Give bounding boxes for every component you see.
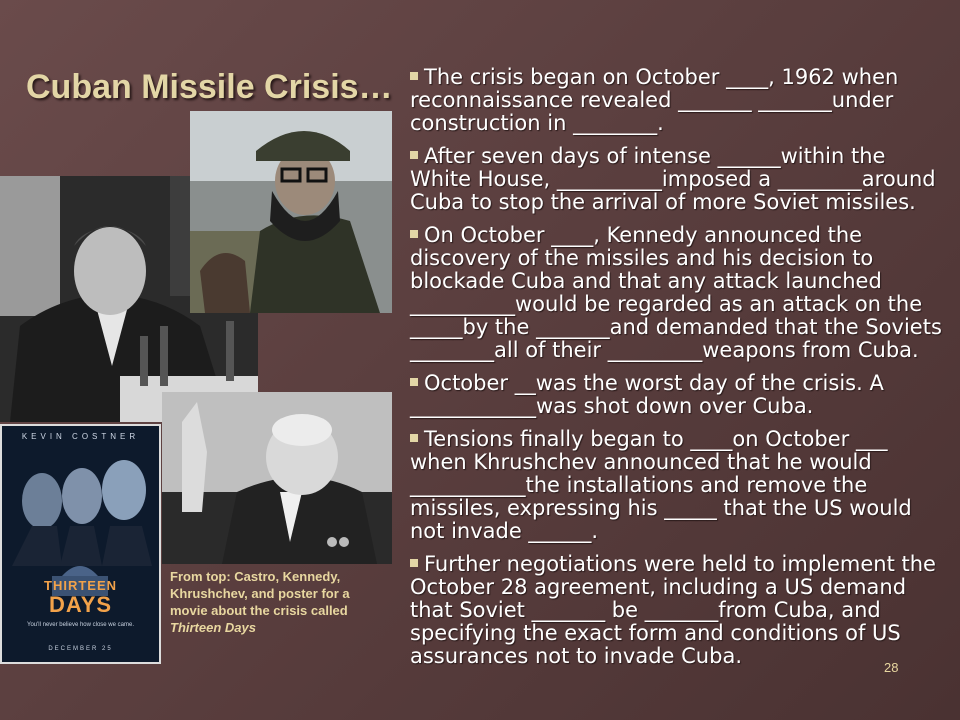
bullet-item: The crisis began on October ____, 1962 when reconnaissance revealed _______ _______under construction in ________.: [410, 66, 950, 135]
bullet-item: On October ____, Kennedy announced the discovery of the missiles and his decision to blockade Cuba and that any attack launched __________would be regarded as an attack on the _____by the _______and demanded that the Soviets ________all of their _________weapons from Cuba.: [410, 224, 950, 362]
page-number: 28: [884, 660, 899, 675]
caption-text: From top: Castro, Kennedy, Khrushchev, and poster for a movie about the crisis called: [170, 569, 350, 618]
poster-tagline: You'll never believe how close we came.: [27, 622, 134, 628]
bullet-item: Further negotiations were held to implement the October 28 agreement, including a US demand that Soviet _______ be _______from Cuba, and specifying the exact form and conditions of US assurances not to invade Cuba.: [410, 553, 950, 668]
caption-movie-title: Thirteen Days: [170, 620, 256, 635]
slide-title: Cuban Missile Crisis…: [26, 68, 393, 106]
bullet-item: Tensions finally began to ____on October ___ when Khrushchev announced that he would ___________the installations and remove the missiles, expressing his _____ that the US would not invade ______.: [410, 428, 950, 543]
poster-date: DECEMBER 25: [48, 646, 113, 652]
photo-caption: [170, 568, 390, 636]
poster-title-line1: THIRTEEN: [44, 578, 117, 593]
thirteen-days-poster: [0, 424, 161, 664]
bullet-item: After seven days of intense ______within the White House, __________imposed a ________around Cuba to stop the arrival of more Soviet missiles.: [410, 145, 950, 214]
castro-photo: [190, 111, 392, 313]
bullet-item: October __was the worst day of the crisis. A ____________was shot down over Cuba.: [410, 372, 950, 418]
poster-actor-name: KEVIN COSTNER: [21, 432, 140, 441]
bullet-list: [410, 66, 950, 668]
khrushchev-photo: [162, 392, 392, 564]
poster-title-line2: DAYS: [48, 592, 113, 617]
